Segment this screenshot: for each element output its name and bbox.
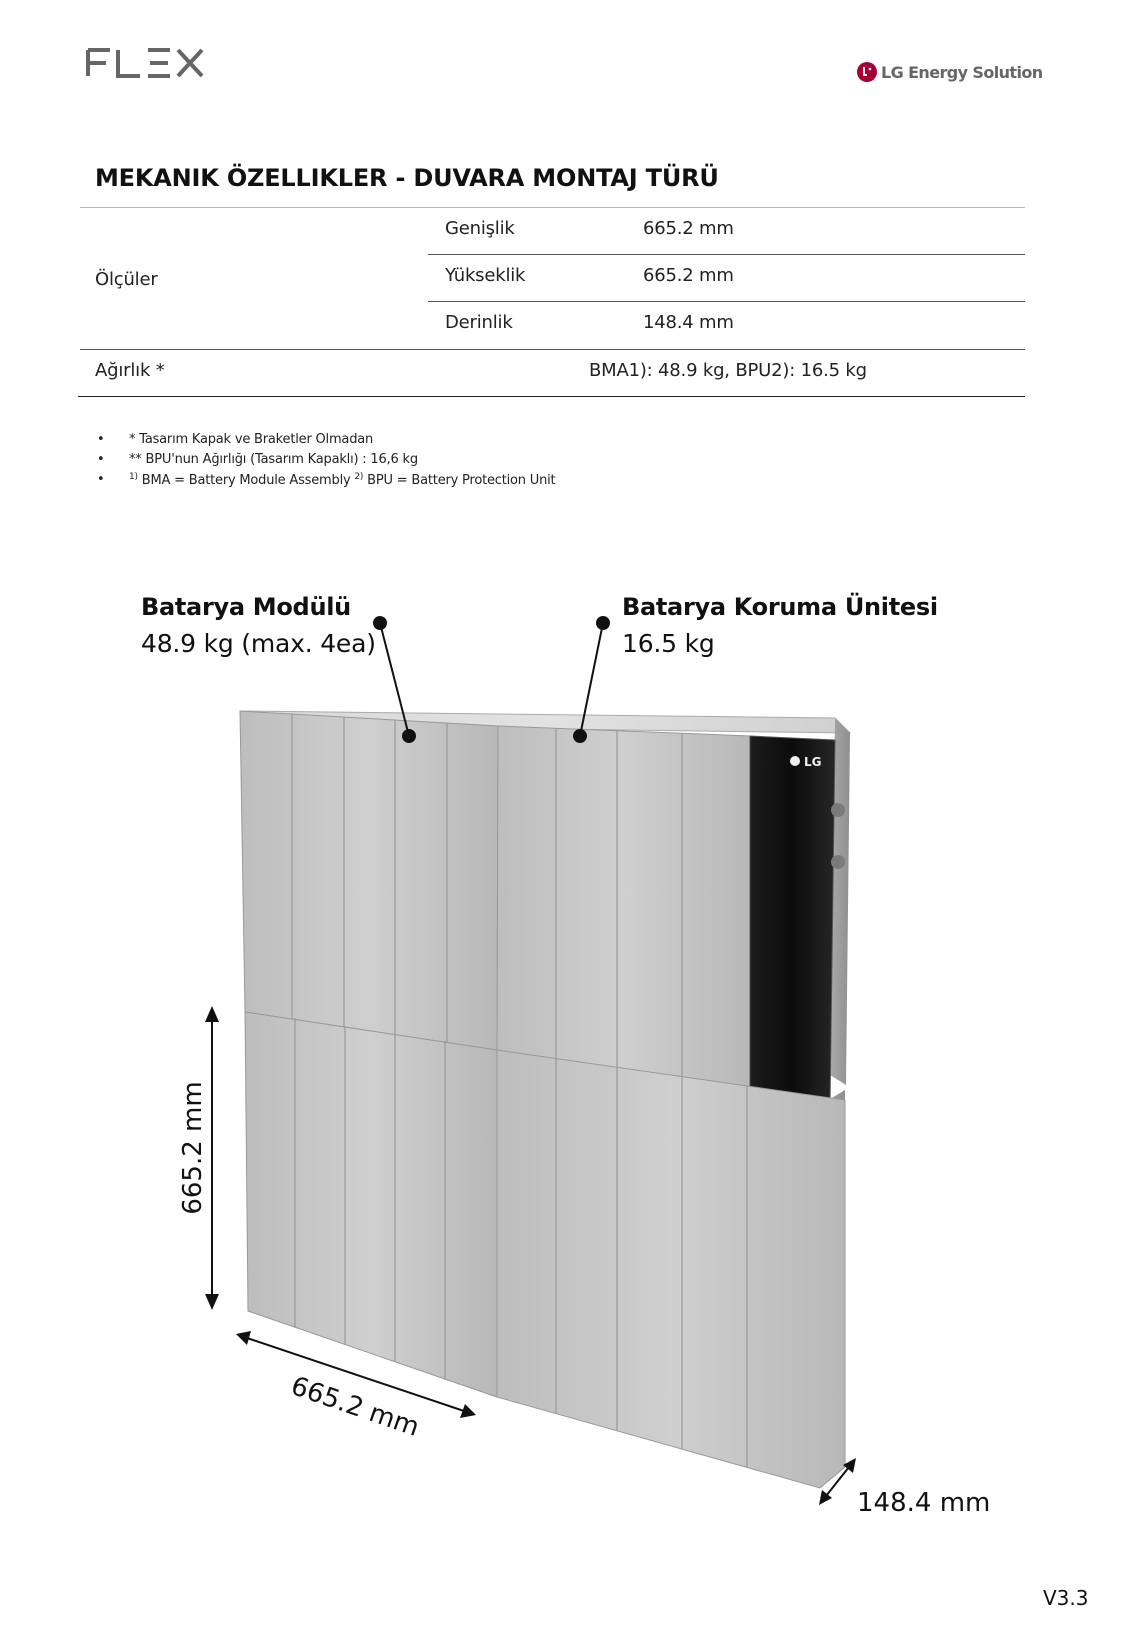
lg-logo-text: LG Energy Solution: [881, 62, 1043, 82]
bpu-callout-value: 16.5 kg: [622, 629, 715, 658]
battery-module-upper-left: [240, 711, 498, 1050]
width-dimension-label: 665.2 mm: [287, 1371, 423, 1443]
weight-value: BMA1): 48.9 kg, BPU2): 16.5 kg: [589, 360, 867, 381]
battery-module-lower-left: [245, 1012, 497, 1397]
port-icon: [831, 855, 845, 869]
page-title: MEKANIK ÖZELLIKLER - DUVARA MONTAJ TÜRÜ: [95, 164, 719, 192]
height-dimension-label: 665.2 mm: [178, 1081, 208, 1215]
footnote: • $^{1)}$ BMA = Battery Module Assembly $^{2)}$ BPU = Battery Protection Unit: [97, 472, 556, 488]
width-label: Genişlik: [445, 218, 515, 239]
bpu-front-panel: [750, 736, 835, 1115]
dimensions-label: Ölçüler: [95, 269, 158, 290]
module-callout-title: Batarya Modülü: [141, 593, 351, 621]
bullet-icon: •: [97, 432, 105, 447]
height-value: 665.2 mm: [643, 265, 734, 286]
module-callout-value: 48.9 kg (max. 4ea): [141, 629, 376, 658]
weight-label: Ağırlık *: [95, 360, 165, 381]
version-label: V3.3: [1043, 1586, 1089, 1610]
footnote: • ** BPU'nun Ağırlığı (Tasarım Kapaklı) : 16,6 kg: [97, 452, 418, 467]
battery-module-upper-right: [497, 726, 750, 1100]
bullet-icon: •: [97, 452, 105, 467]
port-icon: [831, 803, 845, 817]
panel-logo-text: LG: [804, 755, 822, 769]
bpu-callout-title: Batarya Koruma Ünitesi: [622, 593, 938, 621]
depth-value: 148.4 mm: [643, 312, 734, 333]
height-label: Yükseklik: [445, 265, 526, 286]
battery-module-lower-right: [497, 1050, 845, 1488]
footnote: • * Tasarım Kapak ve Braketler Olmadan: [97, 432, 374, 447]
depth-dimension-label: 148.4 mm: [857, 1488, 991, 1518]
bullet-icon: •: [97, 472, 105, 487]
depth-label: Derinlik: [445, 312, 513, 333]
width-value: 665.2 mm: [643, 218, 734, 239]
